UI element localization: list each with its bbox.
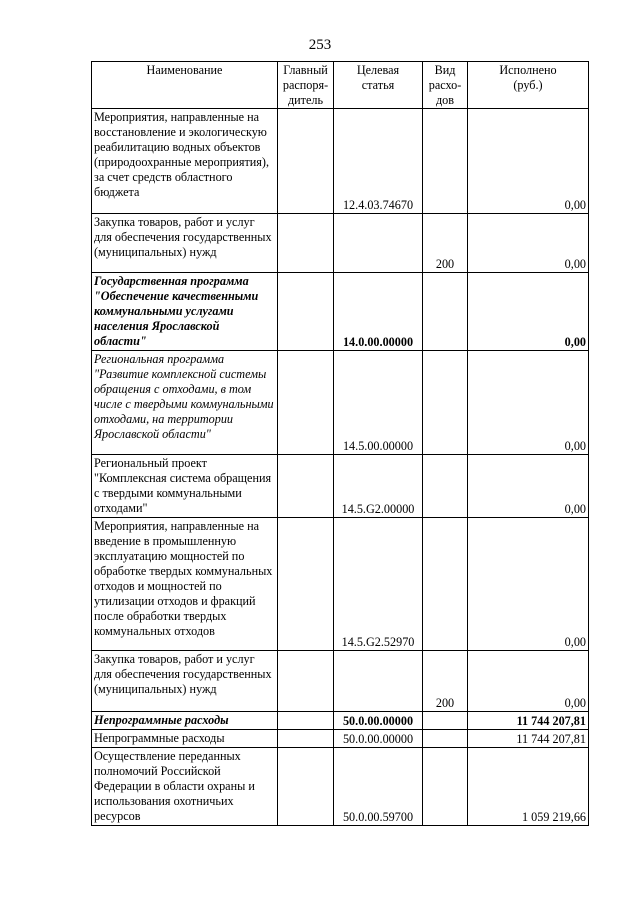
row-target: 50.0.00.00000 (334, 730, 423, 748)
row-manager (278, 651, 334, 712)
row-target: 14.5.G2.00000 (334, 455, 423, 518)
table-row (92, 351, 589, 455)
row-kind (423, 351, 468, 455)
row-name: Государственная программа "Обеспечение качественными коммунальными услугами населения Ярославской области" (92, 273, 278, 351)
row-manager (278, 748, 334, 826)
row-executed: 0,00 (468, 109, 589, 214)
row-kind (423, 730, 468, 748)
header-manager: Главный распоря- дитель (278, 62, 334, 109)
row-target (334, 214, 423, 273)
row-kind (423, 273, 468, 351)
row-manager (278, 273, 334, 351)
table-row (92, 455, 589, 518)
row-manager (278, 351, 334, 455)
row-kind: 200 (423, 651, 468, 712)
row-executed: 0,00 (468, 455, 589, 518)
row-name: Закупка товаров, работ и услуг для обеспечения государственных (муниципальных) нужд (92, 214, 278, 273)
row-target: 14.0.00.00000 (334, 273, 423, 351)
header-executed: Исполнено (руб.) (468, 62, 589, 109)
table-row (92, 712, 589, 730)
row-executed: 0,00 (468, 518, 589, 651)
page-number: 253 (308, 37, 332, 53)
row-executed: 0,00 (468, 351, 589, 455)
table-row (92, 651, 589, 712)
row-manager (278, 518, 334, 651)
row-executed: 0,00 (468, 651, 589, 712)
row-executed: 11 744 207,81 (468, 730, 589, 748)
header-target: Целевая статья (334, 62, 423, 109)
row-kind (423, 748, 468, 826)
table-row (92, 730, 589, 748)
row-name: Непрограммные расходы (92, 712, 278, 730)
row-executed: 11 744 207,81 (468, 712, 589, 730)
row-name: Мероприятия, направленные на введение в промышленную эксплуатацию мощностей по обработке твердых коммунальных отходов и мощностей по утилизации отходов и фракций после обработки твердых коммунальных отходов (92, 518, 278, 651)
row-kind: 200 (423, 214, 468, 273)
row-kind (423, 518, 468, 651)
row-executed: 0,00 (468, 214, 589, 273)
header-name: Наименование (92, 62, 278, 109)
row-target: 14.5.00.00000 (334, 351, 423, 455)
table-row (92, 518, 589, 651)
row-name: Осуществление переданных полномочий Российской Федерации в области охраны и использования охотничьих ресурсов (92, 748, 278, 826)
row-executed: 1 059 219,66 (468, 748, 589, 826)
row-manager (278, 109, 334, 214)
row-kind (423, 109, 468, 214)
table-row (92, 748, 589, 826)
row-executed: 0,00 (468, 273, 589, 351)
row-manager (278, 455, 334, 518)
table-row (92, 214, 589, 273)
row-manager (278, 730, 334, 748)
row-kind (423, 455, 468, 518)
row-kind (423, 712, 468, 730)
row-name: Непрограммные расходы (92, 730, 278, 748)
header-kind: Вид расхо- дов (423, 62, 468, 109)
row-target: 50.0.00.00000 (334, 712, 423, 730)
row-name: Региональный проект "Комплексная система обращения с твердыми коммунальными отходами" (92, 455, 278, 518)
row-target: 50.0.00.59700 (334, 748, 423, 826)
table-header-row (92, 62, 589, 109)
row-manager (278, 214, 334, 273)
row-manager (278, 712, 334, 730)
row-target: 12.4.03.74670 (334, 109, 423, 214)
row-target: 14.5.G2.52970 (334, 518, 423, 651)
row-name: Региональная программа "Развитие комплексной системы обращения с отходами, в том числе с твердыми коммунальными отходами, на территории Ярославской области" (92, 351, 278, 455)
row-target (334, 651, 423, 712)
expenditure-table (91, 61, 589, 826)
row-name: Закупка товаров, работ и услуг для обеспечения государственных (муниципальных) нужд (92, 651, 278, 712)
table-row (92, 109, 589, 214)
table-row (92, 273, 589, 351)
row-name: Мероприятия, направленные на восстановление и экологическую реабилитацию водных объектов (природоохранные мероприятия), за счет средств областного бюджета (92, 109, 278, 214)
